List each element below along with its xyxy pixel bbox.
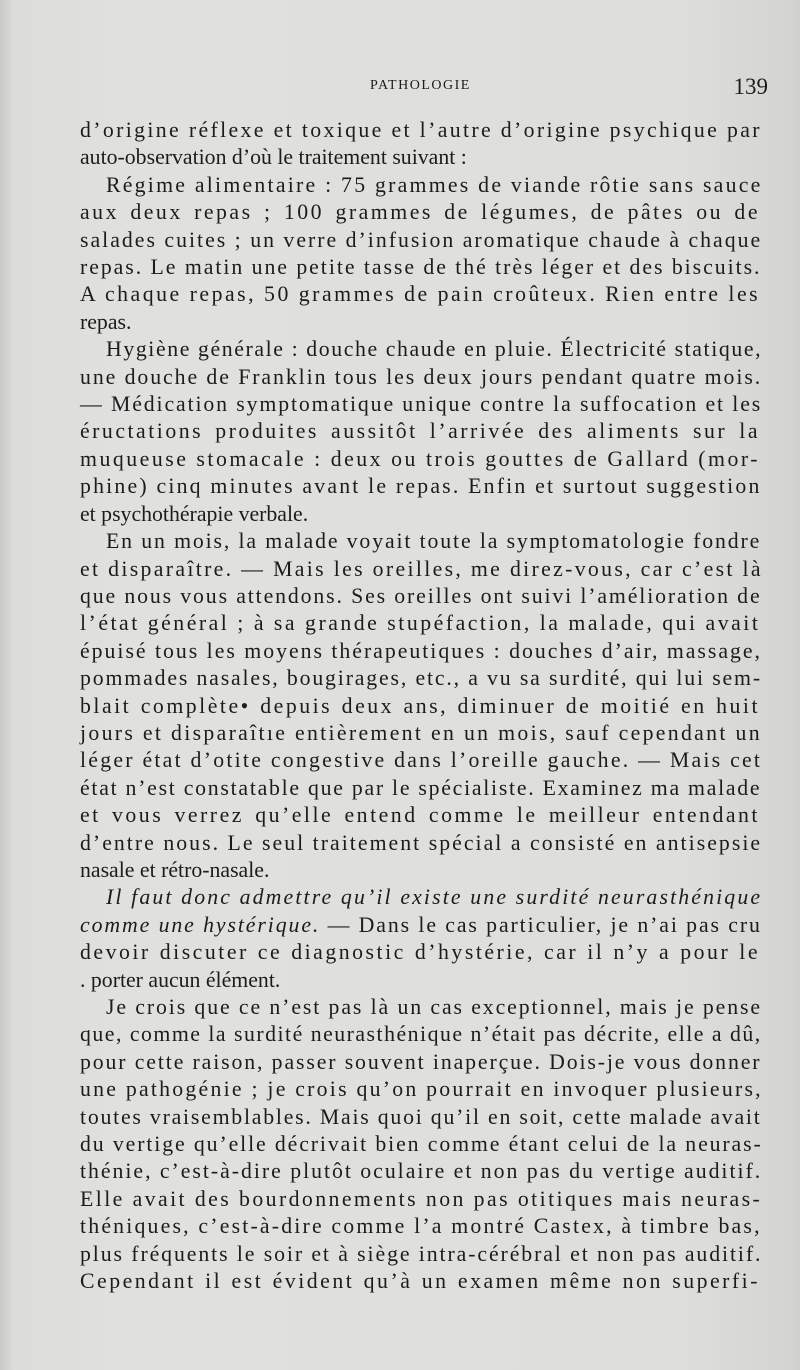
italic-text-line: Il faut donc admettre qu’il existe une surdité neurasthénique	[106, 885, 763, 910]
paragraph	[80, 117, 760, 172]
text-line: muqueuse stomacale : deux ou trois gouttes de Gallard (mor-	[80, 446, 760, 471]
text-line: pour cette raison, passer souvent inaperçue. Dois-je vous donner	[80, 1049, 762, 1074]
text-line	[80, 912, 760, 939]
text-line: Hygiène générale : douche chaude en pluie. Électricité statique,	[106, 337, 763, 362]
text-line: pommades nasales, bougirages, etc., a vu sa surdité, qui lui sem-	[80, 666, 762, 691]
text-line: auto-observation d’où le traitement suivant :	[80, 145, 467, 170]
paragraph	[80, 172, 763, 336]
text-line: éructations produites aussitôt l’arrivée des aliments sur la	[80, 419, 760, 444]
text-line: théniques, c’est-à-dire comme l’a montré Castex, à timbre bas,	[80, 1214, 762, 1239]
text-line: jours et disparaîtıe entièrement en un mois, sauf cependant un	[80, 720, 762, 745]
body-text	[80, 117, 763, 1295]
text-line: état n’est constatable que par le spécialiste. Examinez ma malade	[80, 775, 762, 800]
text-line: plus fréquents le soir et à siège intra-cérébral et non pas auditif.	[80, 1241, 763, 1266]
text-line: thénie, c’est-à-dire plutôt oculaire et non pas du vertige auditif.	[80, 1159, 763, 1184]
text-line: Elle avait des bourdonnements non pas otitiques mais neuras-	[80, 1186, 763, 1211]
text-line: Je crois que ce n’est pas là un cas exceptionnel, mais je pense	[106, 995, 762, 1019]
text-line: une douche de Franklin tous les deux jours pendant quatre mois.	[80, 364, 763, 389]
text-line: l’état général ; à sa grande stupéfaction, la malade, qui avait	[80, 611, 761, 636]
text-line: et vous verrez qu’elle entend comme le meilleur entendant	[80, 803, 760, 828]
running-head: PATHOLOGIE	[370, 78, 471, 93]
paragraph	[80, 336, 763, 528]
text-line: nasale et rétro-nasale.	[80, 857, 270, 882]
text-run: — Dans le cas particulier, je n’ai pas cru	[320, 912, 762, 937]
paragraph	[80, 884, 763, 994]
text-line: que, comme la surdité neurasthénique n’était pas décrite, elle a dû,	[80, 1022, 762, 1047]
text-line: d’entre nous. Le seul traitement spécial a consisté en antisepsie	[80, 830, 763, 855]
text-line: blait complète• depuis deux ans, diminuer de moitié en huit	[80, 693, 760, 718]
text-line: devoir discuter ce diagnostic d’hystérie, car il n’y a pour le	[80, 940, 760, 965]
page-number: 139	[733, 74, 768, 99]
text-line: . porter aucun élément.	[80, 967, 281, 992]
text-line: et disparaître. — Mais les oreilles, me direz-vous, car c’est là	[80, 556, 763, 581]
text-line: une pathogénie ; je crois qu’on pourrait en invoquer plusieurs,	[80, 1077, 763, 1102]
paragraph	[80, 528, 763, 884]
text-line: — Médication symptomatique unique contre la suffocation et les	[80, 392, 763, 417]
text-line: et psychothérapie verbale.	[80, 501, 309, 526]
text-line: Cependant il est évident qu’à un examen même non superfi-	[80, 1269, 760, 1294]
text-line: léger état d’otite congestive dans l’oreille gauche. — Mais cet	[80, 748, 763, 773]
page-header	[80, 74, 770, 104]
italic-phrase: comme une hystérique.	[80, 912, 321, 937]
text-line: A chaque repas, 50 grammes de pain croûteux. Rien entre les	[80, 282, 761, 307]
text-line: épuisé tous les moyens thérapeutiques : douches d’air, massage,	[80, 638, 762, 663]
text-line: En un mois, la malade voyait toute la symptomatologie fondre	[106, 529, 762, 554]
text-line: aux deux repas ; 100 grammes de légumes, de pâtes ou de	[80, 200, 760, 225]
paragraph	[80, 994, 763, 1295]
text-line: phine) cinq minutes avant le repas. Enfin et surtout suggestion	[80, 474, 762, 499]
text-line: repas. Le matin une petite tasse de thé très léger et des biscuits.	[80, 255, 762, 280]
text-line: repas.	[80, 309, 132, 334]
text-line: salades cuites ; un verre d’infusion aromatique chaude à chaque	[80, 227, 763, 252]
text-line: Régime alimentaire : 75 grammes de viande rôtie sans sauce	[106, 172, 763, 197]
text-line: toutes vraisemblables. Mais quoi qu’il en soit, cette malade avait	[80, 1104, 762, 1129]
text-line: que nous vous attendons. Ses oreilles ont suivi l’amélioration de	[80, 583, 762, 608]
text-line: d’origine réflexe et toxique et l’autre d’origine psychique par	[80, 118, 762, 142]
text-line: du vertige qu’elle décrivait bien comme étant celui de la neuras-	[80, 1132, 763, 1157]
